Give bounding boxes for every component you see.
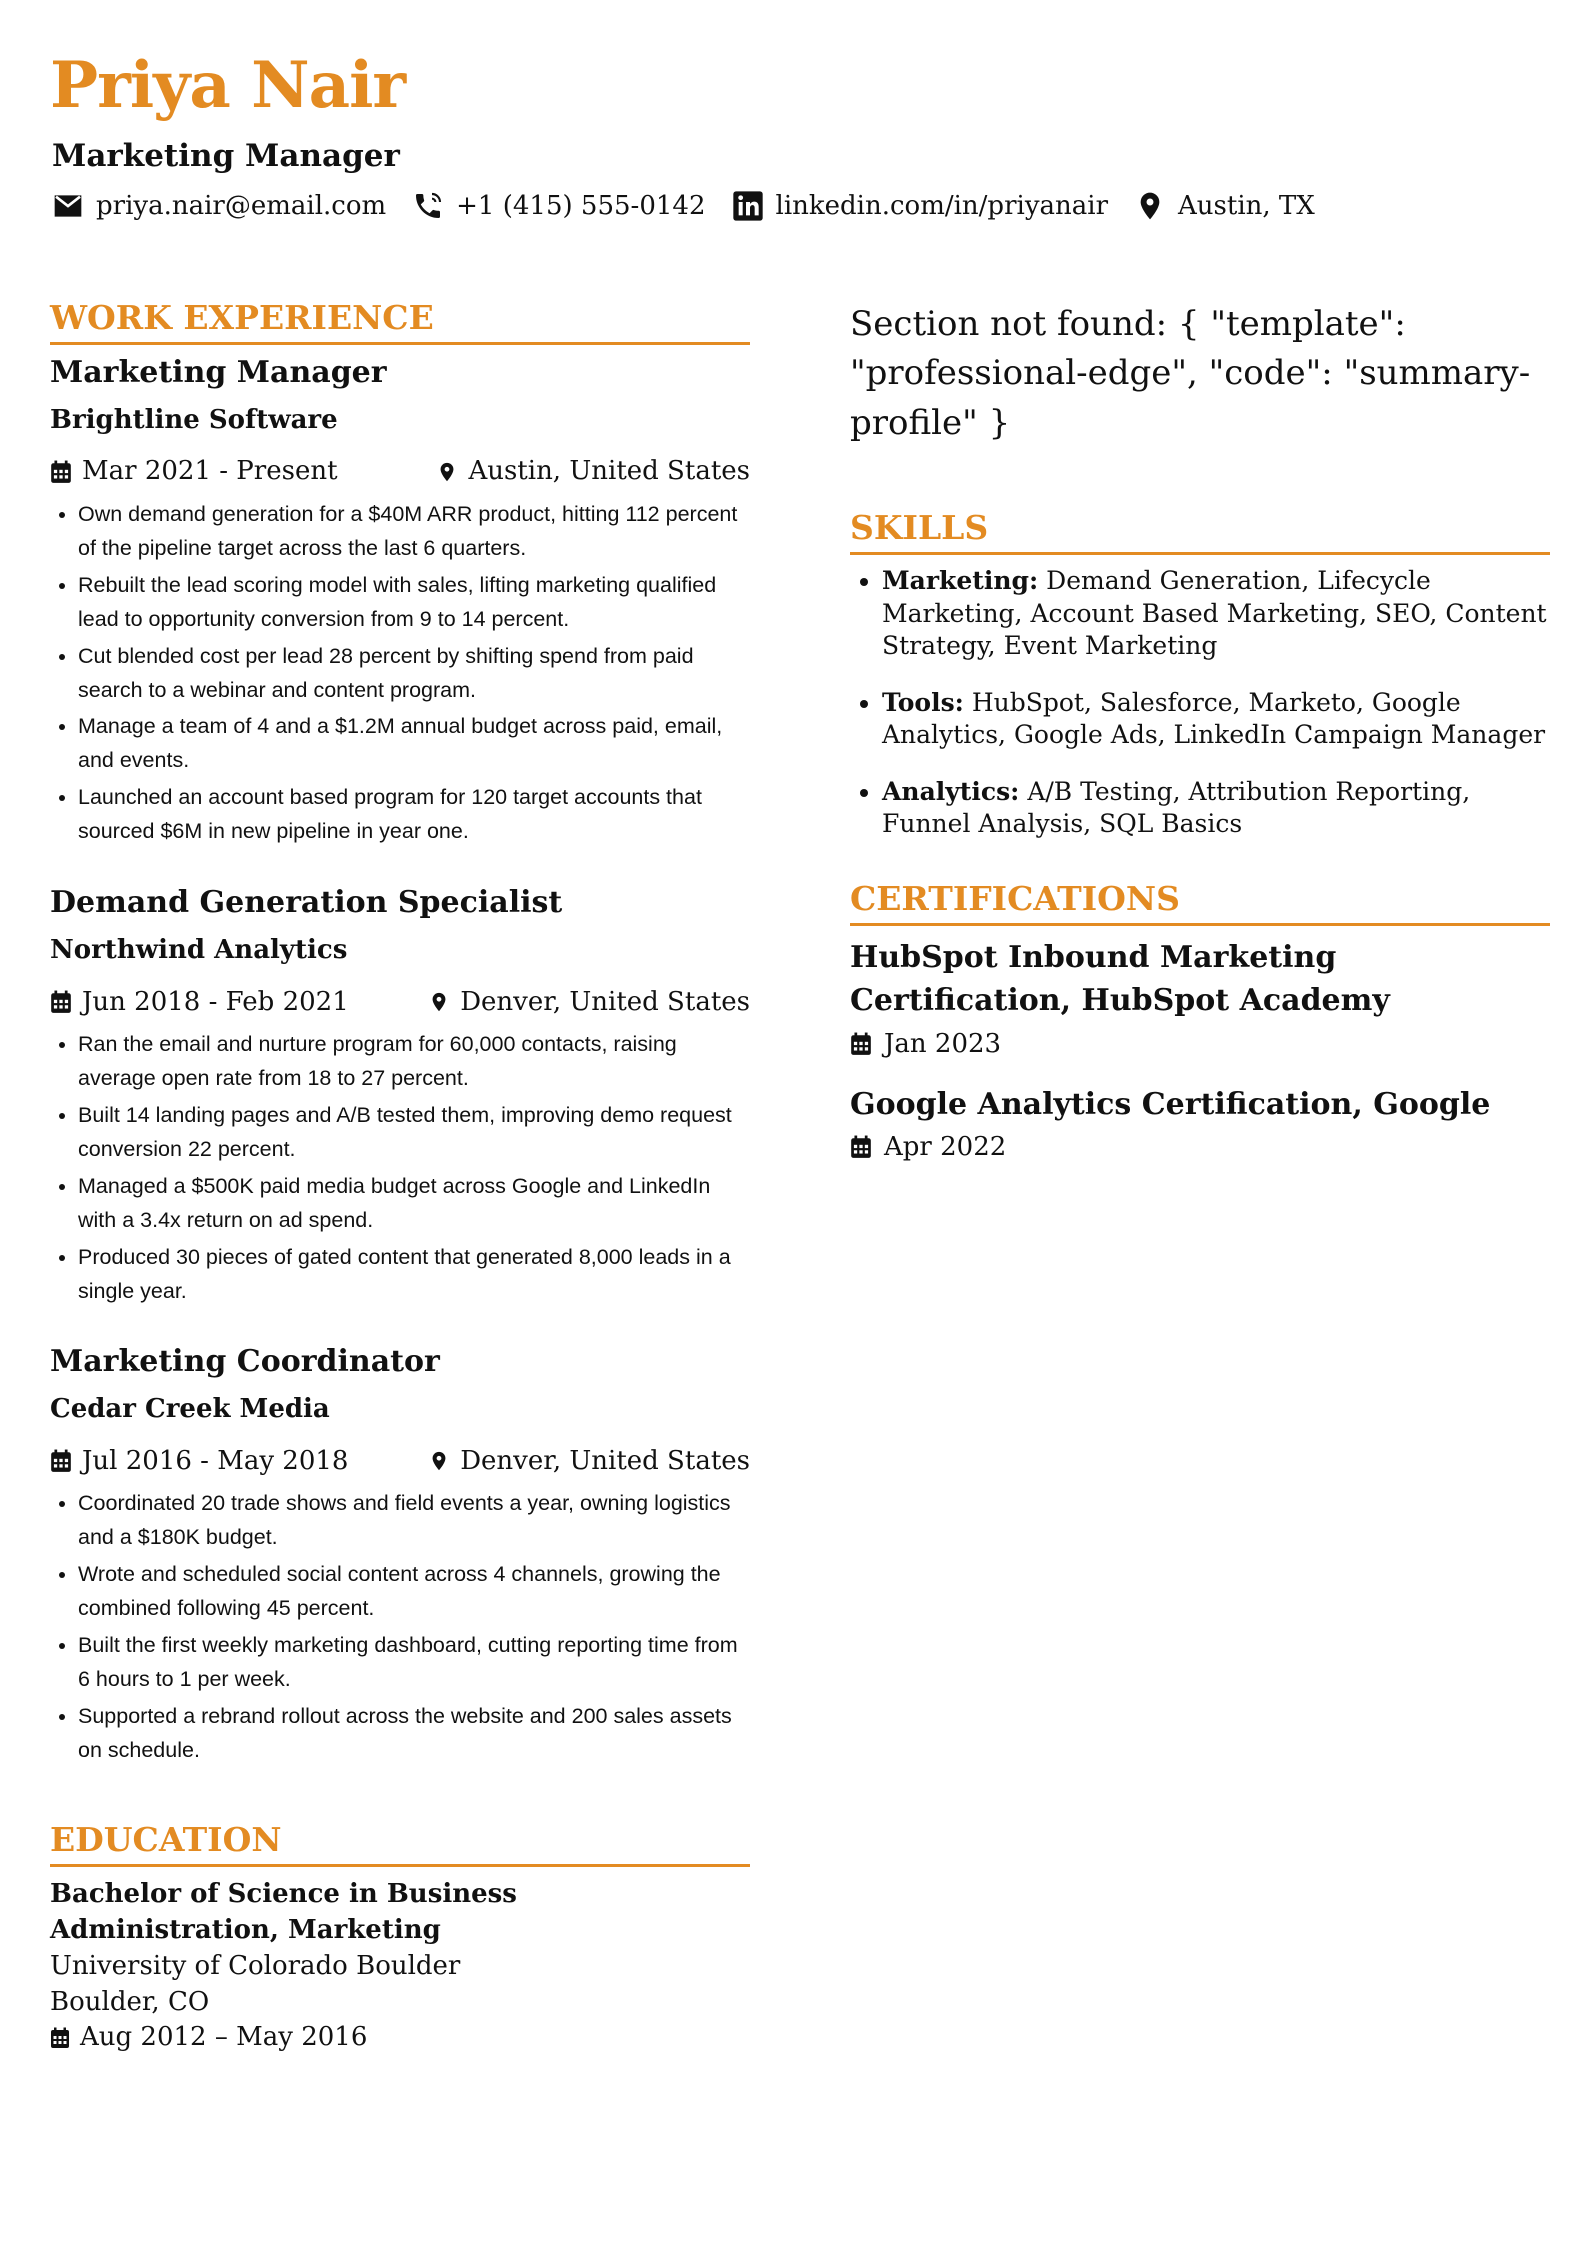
job-role: Marketing Manager	[50, 355, 387, 391]
bullet-item: • Built the first weekly marketing dashboard, cutting reporting time from 6 hours to 1 per week.	[78, 1629, 750, 1697]
bullet-item: • Coordinated 20 trade shows and field events a year, owning logistics and a $180K budget.	[78, 1487, 750, 1555]
certification-name: HubSpot Inbound Marketing Certification, HubSpot Academy	[850, 939, 1390, 1019]
bullet-item: • Wrote and scheduled social content across 4 channels, growing the combined following 45 percent.	[78, 1558, 750, 1626]
calendar-icon	[850, 1135, 872, 1159]
phone-icon	[412, 190, 444, 222]
job-location	[428, 987, 750, 1018]
location-pin-icon	[428, 1449, 450, 1473]
contact-row	[52, 190, 1315, 222]
certification-name: Google Analytics Certification, Google	[850, 1086, 1491, 1122]
calendar-icon	[50, 460, 72, 484]
job-bullets	[50, 1028, 750, 1309]
job-company: Brightline Software	[50, 405, 338, 436]
candidate-name: Priya Nair	[50, 48, 406, 123]
job-location	[436, 456, 750, 487]
bullet-item: • Launched an account based program for 120 target accounts that sourced $6M in new pipeline in year one.	[78, 781, 750, 849]
skills-heading: SKILLS	[850, 510, 1550, 555]
skill-values: Demand Generation, Lifecycle Marketing, Account Based Marketing, SEO, Content Strategy, Event Marketing	[882, 566, 1547, 661]
education-heading: EDUCATION	[50, 1822, 750, 1867]
contact-linkedin[interactable]	[732, 190, 1109, 222]
education-dates	[50, 2020, 750, 2056]
certification-date-text: Jan 2023	[884, 1028, 1002, 1059]
job-dates	[50, 1446, 348, 1477]
certification-date-text: Apr 2022	[884, 1132, 1007, 1163]
job-role: Marketing Coordinator	[50, 1344, 440, 1380]
linkedin-text: linkedin.com/in/priyanair	[775, 191, 1109, 221]
education-entry	[50, 1877, 750, 2056]
job-dates-text: Jun 2018 - Feb 2021	[82, 986, 349, 1017]
location-pin-icon	[436, 460, 458, 484]
certification-date	[850, 1029, 1550, 1059]
job-location-text: Denver, United States	[460, 1445, 750, 1476]
certifications-heading: CERTIFICATIONS	[850, 881, 1550, 926]
job-bullets	[50, 498, 750, 850]
job-company: Cedar Creek Media	[50, 1394, 330, 1425]
job-entry	[50, 1344, 750, 1767]
job-role: Demand Generation Specialist	[50, 885, 563, 921]
bullet-item: • Managed a $500K paid media budget across Google and LinkedIn with a 3.4x return on ad spend.	[78, 1170, 750, 1238]
job-bullets	[50, 1487, 750, 1768]
skill-values: HubSpot, Salesforce, Marketo, Google Analytics, Google Ads, LinkedIn Campaign Manager	[882, 687, 1546, 750]
bullet-item: • Ran the email and nurture program for 60,000 contacts, raising average open rate from 18 to 27 percent.	[78, 1028, 750, 1096]
job-location-text: Denver, United States	[460, 986, 750, 1017]
education-dates-text: Aug 2012 – May 2016	[80, 2022, 368, 2053]
bullet-item: • Produced 30 pieces of gated content that generated 8,000 leads in a single year.	[78, 1241, 750, 1309]
candidate-title: Marketing Manager	[52, 138, 400, 174]
job-dates	[50, 987, 349, 1018]
education-school: University of Colorado Boulder	[50, 1950, 461, 1981]
skill-item	[882, 776, 1550, 841]
skill-category: Tools:	[882, 687, 964, 717]
skill-values: A/B Testing, Attribution Reporting, Funnel Analysis, SQL Basics	[882, 776, 1471, 839]
linkedin-icon	[732, 190, 764, 222]
email-text: priya.nair@email.com	[96, 191, 387, 221]
left-column	[50, 300, 750, 2056]
skills-list	[850, 565, 1550, 841]
location-text: Austin, TX	[1178, 191, 1315, 221]
contact-location	[1134, 190, 1315, 222]
bullet-item: • Rebuilt the lead scoring model with sales, lifting marketing qualified lead to opportunity conversion from 9 to 14 percent.	[78, 569, 750, 637]
job-dates-text: Mar 2021 - Present	[82, 456, 338, 487]
job-meta	[50, 987, 750, 1018]
job-entry	[50, 355, 750, 849]
skill-item	[882, 687, 1550, 752]
skill-item	[882, 565, 1550, 663]
job-location-text: Austin, United States	[468, 456, 750, 487]
summary-error-message: Section not found: { "template": "professional-edge", "code": "summary-profile" }	[850, 304, 1531, 443]
location-pin-icon	[1134, 190, 1166, 222]
certification-date	[850, 1132, 1550, 1162]
skill-category: Marketing:	[882, 566, 1039, 596]
calendar-icon	[50, 990, 72, 1014]
bullet-item: • Supported a rebrand rollout across the website and 200 sales assets on schedule.	[78, 1700, 750, 1768]
phone-text: +1 (415) 555-0142	[456, 191, 706, 221]
bullet-item: • Cut blended cost per lead 28 percent by shifting spend from paid search to a webinar and content program.	[78, 640, 750, 708]
job-location	[428, 1446, 750, 1477]
job-meta	[50, 456, 750, 487]
education-degree: Bachelor of Science in Business Administration, Marketing	[50, 1878, 517, 1945]
work-experience-heading: WORK EXPERIENCE	[50, 300, 750, 345]
bullet-item: • Built 14 landing pages and A/B tested them, improving demo request conversion 22 percent.	[78, 1099, 750, 1167]
location-pin-icon	[428, 990, 450, 1014]
bullet-item: • Manage a team of 4 and a $1.2M annual budget across paid, email, and events.	[78, 710, 750, 778]
job-dates-text: Jul 2016 - May 2018	[82, 1445, 349, 1476]
calendar-icon	[850, 1032, 872, 1056]
certification-entry	[850, 1083, 1550, 1163]
skill-category: Analytics:	[882, 776, 1020, 806]
calendar-icon	[50, 1449, 72, 1473]
right-column	[850, 300, 1550, 1186]
job-entry	[50, 885, 750, 1308]
bullet-item: • Own demand generation for a $40M ARR product, hitting 112 percent of the pipeline target across the last 6 quarters.	[78, 498, 750, 566]
calendar-icon	[50, 2027, 70, 2049]
contact-phone[interactable]	[412, 190, 705, 222]
education-location: Boulder, CO	[50, 1986, 210, 2017]
contact-email[interactable]	[52, 190, 386, 222]
certification-entry	[850, 936, 1550, 1059]
job-dates	[50, 456, 338, 487]
job-meta	[50, 1446, 750, 1477]
email-icon	[52, 190, 84, 222]
job-company: Northwind Analytics	[50, 935, 348, 966]
